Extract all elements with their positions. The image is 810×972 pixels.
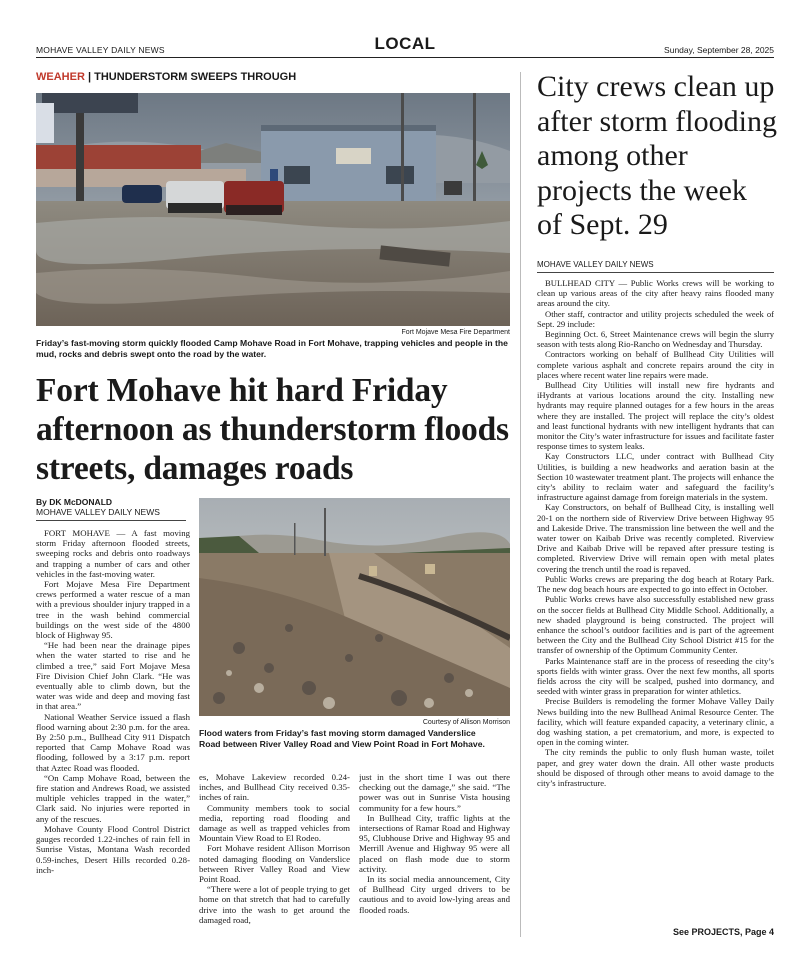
main-column-1	[36, 528, 190, 936]
inset-photo-credit: Courtesy of Allison Morrison	[422, 719, 510, 726]
paragraph: Other staff, contractor and utility projects scheduled the week of Sept. 29 include:	[537, 308, 774, 329]
byline	[36, 497, 160, 517]
flooded-road-photo	[36, 93, 510, 326]
paragraph: “He had been near the drainage pipes when the water started to rise and he climbed a tree,” said Fort Mojave Mesa Fire Division Chief John Clark. “He was eventually able to climb down, but the water was wide and deep and moving fast in that area.”	[36, 640, 190, 712]
kicker-separator: |	[87, 71, 92, 83]
issue-date: Sunday, September 28, 2025	[664, 45, 774, 55]
paragraph: In Bullhead City, traffic lights at the intersections of Ramar Road and Highway 95, Clubhouse Drive and Highway 95 and Merrill Avenue and Highway 95 were all placed on flash mode due to storm activity.	[359, 812, 510, 874]
paragraph: In its social media announcement, City of Bullhead City urged drivers to be cautious and to avoid low-lying areas and flooded roads.	[359, 874, 510, 915]
main-column-3	[359, 772, 510, 938]
paragraph: Mohave County Flood Control District gauges recorded 1.22-inches of rain fell in Sunrise Vistas, Montana Wash recorded 0.59-inches, Desert Hills recorded 0.28-inch-	[36, 823, 190, 875]
paragraph: National Weather Service issued a flash flood warning about 2:30 p.m. for the area. By 2:50 p.m., Bullhead City 911 Dispatch reported that Camp Mohave Road was flooding, followed by a 3:17 p.m. report that Aztec Road was flooded.	[36, 711, 190, 773]
right-source-rule	[537, 272, 774, 273]
paragraph: “On Camp Mohave Road, between the fire station and Andrews Road, we assisted multiple vehicles trapped in the water,” Clark said. No injuries were reported in any of the rescues.	[36, 772, 190, 824]
paragraph: Fort Mohave resident Allison Morrison noted damaging flooding on Vanderslice between River Valley Road and View Point Road.	[199, 843, 350, 885]
paragraph: Public Works crews are preparing the dog beach at Rotary Park. The new dog beach hours are expected to go into effect in October.	[537, 573, 774, 595]
main-headline: Fort Mohave hit hard Friday afternoon as thunderstorm floods streets, damages roads	[36, 372, 509, 487]
paragraph: Beginning Oct. 6, Street Maintenance crews will begin the slurry season with tests along Rio-Rancho on Wednesday and Thursday.	[537, 329, 774, 350]
damaged-road-photo	[199, 498, 510, 716]
main-column-2	[199, 772, 350, 938]
byline-rule	[36, 520, 186, 521]
paragraph: Contractors working on behalf of Bullhead City Utilities will complete various asphalt and concrete repairs around the city in places where recent water line repairs were made.	[537, 349, 774, 380]
header-rule	[36, 57, 774, 58]
kicker	[36, 71, 296, 83]
paragraph: Public Works crews have also successfully established new grass on the soccer fields at Bullhead City Middle School. Additionally, a new shaded playground is being constructed. The project will enhance the school’s outdoor facilities and is part of the agreement between the City and the Bullhead City School District #15 for the transfer of ownership of the Optimum Community Center.	[537, 594, 774, 656]
byline-author: By DK McDONALD	[36, 497, 113, 507]
kicker-label: WEAHER	[36, 71, 85, 83]
paragraph: BULLHEAD CITY — Public Works crews will be working to clean up various areas of the city after heavy rains flooded many areas around the city.	[537, 278, 774, 309]
inset-photo-caption: Flood waters from Friday’s fast moving storm damaged Vanderslice Road between River Valley Road and View Point Road in Fort Mohave.	[199, 728, 485, 749]
section-title: LOCAL	[374, 34, 436, 53]
right-source: MOHAVE VALLEY DAILY NEWS	[537, 260, 654, 269]
inset-photo	[199, 498, 510, 716]
paragraph: just in the short time I was out there checking out the damage,” she said. “The power was out in Sunrise Vista housing community for a few hours.”	[359, 772, 510, 813]
right-story-body	[537, 278, 774, 923]
byline-org: MOHAVE VALLEY DAILY NEWS	[36, 507, 160, 517]
paragraph: Bullhead City Utilities will install new fire hydrants and iHydrants at various locations around the city. Installing new hydrants may require planned outages for a few hours in the areas where they are installed. The project will replace the city’s oldest and least functional hydrants with new intelligent hydrants that can monitor the City’s water infrastructure for issues and facilitate faster response times to system leaks.	[537, 380, 774, 452]
paragraph: Kay Constructors LLC, under contract with Bullhead City Utilities, is building a new headworks and aeration basin at the Section 10 wastewater treatment plant. The projects will enhance the city’s ability to reclaim water and safeguard the facility’s infrastructure against damage from foreign materials in the system.	[537, 451, 774, 503]
paragraph: “There were a lot of people trying to get home on that stretch that had to carefully drive into the wash to get around the damaged road,	[199, 884, 350, 925]
top-photo	[36, 93, 510, 326]
paragraph: Fort Mojave Mesa Fire Department crews performed a water rescue of a man with a previous shoulder injury trapped in a tree in the wash behind commercial buildings on the west side of the 4800 block of Highway 95.	[36, 579, 190, 641]
top-photo-credit: Fort Mojave Mesa Fire Department	[401, 329, 510, 336]
paragraph: Community members took to social media, reporting road flooding and damage as well as trapped vehicles from Mountain View Road to El Rodeo.	[199, 802, 350, 844]
paragraph: Parks Maintenance staff are in the process of reseeding the city’s sports fields with winter grass. Over the next few months, all sports fields across the city will be scalped, pushed into dormancy, and seeded with winter grass in preparation for winter athletics.	[537, 655, 774, 697]
publication-name: MOHAVE VALLEY DAILY NEWS	[36, 45, 165, 55]
jump-link[interactable]: See PROJECTS, Page 4	[672, 927, 774, 937]
paragraph: Kay Constructors, on behalf of Bullhead City, is installing well 20-1 on the northern side of Riverview Drive between Highway 95 and Lakeside Drive. The transmission line between the well and the water tower on Kaibab Drive was recently completed. Riverview Drive and Kaibab Drive will be repaved after pressure testing is completed. Riverview Drive will remain open with metal plates covering the trench until the road is repaved.	[537, 502, 774, 574]
paragraph: FORT MOHAVE — A fast moving storm Friday afternoon flooded streets, sweeping rocks and debris onto roadways and trapping a number of cars and other vehicles in the fast-moving water.	[36, 528, 190, 579]
kicker-text: THUNDERSTORM SWEEPS THROUGH	[94, 71, 297, 83]
paragraph: es, Mohave Lakeview recorded 0.24-inches, and Bullhead City received 0.35-inches of rain.	[199, 772, 350, 803]
paragraph: Precise Builders is remodeling the former Mohave Valley Daily News building into the new Bullhead Animal Resource Center. The facility, which will feature expanded capacity, a veterinary clinic, a dog washing station, a pet crematorium, and more, is expected to open in the coming winter.	[537, 696, 774, 748]
right-headline: City crews clean up after storm flooding among other projects the week of Sept. 29	[537, 70, 777, 241]
column-divider	[520, 72, 521, 937]
top-photo-caption: Friday’s fast-moving storm quickly flooded Camp Mohave Road in Fort Mohave, trapping vehicles and people in the mud, rocks and debris swept onto the road by the water.	[36, 338, 508, 359]
paragraph: The city reminds the public to only flush human waste, toilet paper, and grey water down the drain. All other waste products should be disposed of through other means to avoid damage to the city’s infrastructure.	[537, 747, 774, 788]
